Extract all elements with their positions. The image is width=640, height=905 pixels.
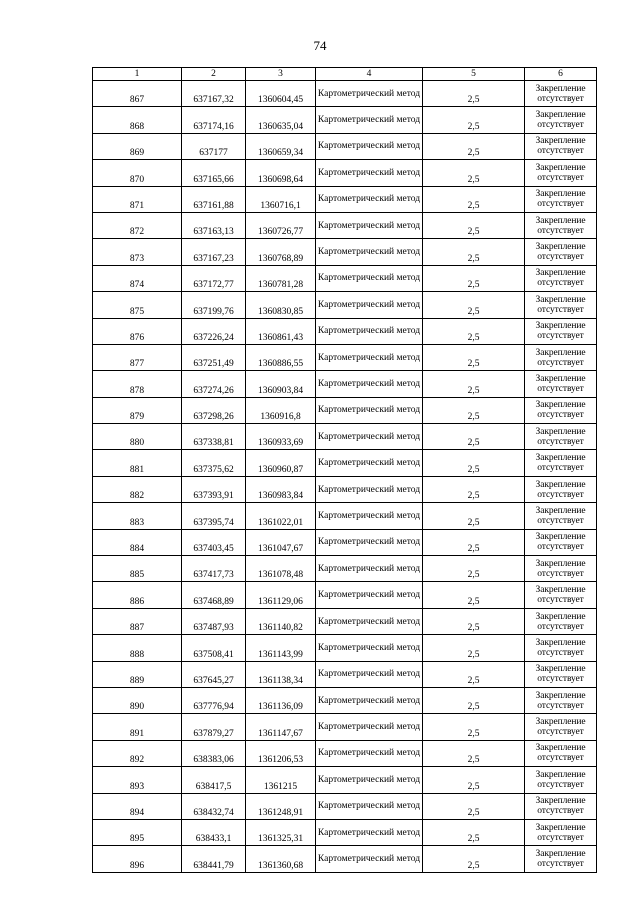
- method-cell: Картометрический метод: [316, 714, 423, 740]
- fixation-cell: Закрепление отсутствует: [525, 160, 597, 186]
- accuracy-cell: 2,5: [423, 608, 525, 634]
- x-coordinate-cell: 637199,76: [182, 292, 246, 318]
- x-coordinate-cell: 637417,73: [182, 556, 246, 582]
- table-row: [93, 212, 597, 238]
- accuracy-cell: 2,5: [423, 81, 525, 107]
- table-row: [93, 556, 597, 582]
- accuracy-cell: 2,5: [423, 687, 525, 713]
- method-cell: Картометрический метод: [316, 740, 423, 766]
- y-coordinate-cell: 1360960,87: [246, 450, 316, 476]
- page-number: 74: [313, 38, 327, 53]
- y-coordinate-cell: 1361215: [246, 767, 316, 793]
- fixation-cell: Закрепление отсутствует: [525, 503, 597, 529]
- point-number-cell: 882: [93, 476, 182, 502]
- accuracy-cell: 2,5: [423, 397, 525, 423]
- point-number-cell: 881: [93, 450, 182, 476]
- x-coordinate-cell: 637393,91: [182, 476, 246, 502]
- x-coordinate-cell: 637508,41: [182, 635, 246, 661]
- accuracy-cell: 2,5: [423, 424, 525, 450]
- method-cell: Картометрический метод: [316, 503, 423, 529]
- accuracy-cell: 2,5: [423, 318, 525, 344]
- point-number-cell: 869: [93, 133, 182, 159]
- accuracy-cell: 2,5: [423, 239, 525, 265]
- accuracy-cell: 2,5: [423, 107, 525, 133]
- y-coordinate-cell: 1360659,34: [246, 133, 316, 159]
- y-coordinate-cell: 1361147,67: [246, 714, 316, 740]
- fixation-cell: Закрепление отсутствует: [525, 397, 597, 423]
- point-number-cell: 889: [93, 661, 182, 687]
- table-row: [93, 687, 597, 713]
- method-cell: Картометрический метод: [316, 661, 423, 687]
- point-number-cell: 896: [93, 846, 182, 872]
- method-cell: Картометрический метод: [316, 793, 423, 819]
- point-number-cell: 887: [93, 608, 182, 634]
- table-row: [93, 133, 597, 159]
- method-cell: Картометрический метод: [316, 846, 423, 872]
- table-row: [93, 582, 597, 608]
- point-number-cell: 868: [93, 107, 182, 133]
- table-row: [93, 160, 597, 186]
- point-number-cell: 873: [93, 239, 182, 265]
- fixation-cell: Закрепление отсутствует: [525, 107, 597, 133]
- table-row: [93, 529, 597, 555]
- fixation-cell: Закрепление отсутствует: [525, 265, 597, 291]
- point-number-cell: 894: [93, 793, 182, 819]
- accuracy-cell: 2,5: [423, 160, 525, 186]
- point-number-cell: 867: [93, 81, 182, 107]
- x-coordinate-cell: 637174,16: [182, 107, 246, 133]
- point-number-cell: 886: [93, 582, 182, 608]
- accuracy-cell: 2,5: [423, 292, 525, 318]
- method-cell: Картометрический метод: [316, 344, 423, 370]
- x-coordinate-cell: 637177: [182, 133, 246, 159]
- table-row: [93, 714, 597, 740]
- table-row: [93, 819, 597, 845]
- header-cell-5: 5: [423, 68, 525, 81]
- fixation-cell: Закрепление отсутствует: [525, 424, 597, 450]
- table-row: [93, 450, 597, 476]
- accuracy-cell: 2,5: [423, 819, 525, 845]
- point-number-cell: 893: [93, 767, 182, 793]
- accuracy-cell: 2,5: [423, 344, 525, 370]
- y-coordinate-cell: 1360768,89: [246, 239, 316, 265]
- x-coordinate-cell: 637298,26: [182, 397, 246, 423]
- x-coordinate-cell: 637274,26: [182, 371, 246, 397]
- fixation-cell: Закрепление отсутствует: [525, 476, 597, 502]
- x-coordinate-cell: 638432,74: [182, 793, 246, 819]
- accuracy-cell: 2,5: [423, 714, 525, 740]
- point-number-cell: 870: [93, 160, 182, 186]
- y-coordinate-cell: 1361136,09: [246, 687, 316, 713]
- x-coordinate-cell: 637167,23: [182, 239, 246, 265]
- fixation-cell: Закрепление отсутствует: [525, 292, 597, 318]
- method-cell: Картометрический метод: [316, 397, 423, 423]
- x-coordinate-cell: 638441,79: [182, 846, 246, 872]
- method-cell: Картометрический метод: [316, 107, 423, 133]
- point-number-cell: 890: [93, 687, 182, 713]
- fixation-cell: Закрепление отсутствует: [525, 371, 597, 397]
- point-number-cell: 876: [93, 318, 182, 344]
- y-coordinate-cell: 1360726,77: [246, 212, 316, 238]
- fixation-cell: Закрепление отсутствует: [525, 793, 597, 819]
- accuracy-cell: 2,5: [423, 503, 525, 529]
- method-cell: Картометрический метод: [316, 635, 423, 661]
- accuracy-cell: 2,5: [423, 265, 525, 291]
- x-coordinate-cell: 638433,1: [182, 819, 246, 845]
- x-coordinate-cell: 637395,74: [182, 503, 246, 529]
- method-cell: Картометрический метод: [316, 582, 423, 608]
- y-coordinate-cell: 1360781,28: [246, 265, 316, 291]
- y-coordinate-cell: 1361138,34: [246, 661, 316, 687]
- fixation-cell: Закрепление отсутствует: [525, 186, 597, 212]
- method-cell: Картометрический метод: [316, 767, 423, 793]
- x-coordinate-cell: 637879,27: [182, 714, 246, 740]
- x-coordinate-cell: 637172,77: [182, 265, 246, 291]
- y-coordinate-cell: 1360916,8: [246, 397, 316, 423]
- header-cell-6: 6: [525, 68, 597, 81]
- method-cell: Картометрический метод: [316, 81, 423, 107]
- fixation-cell: Закрепление отсутствует: [525, 846, 597, 872]
- point-number-cell: 891: [93, 714, 182, 740]
- method-cell: Картометрический метод: [316, 529, 423, 555]
- fixation-cell: Закрепление отсутствует: [525, 661, 597, 687]
- fixation-cell: Закрепление отсутствует: [525, 81, 597, 107]
- accuracy-cell: 2,5: [423, 767, 525, 793]
- method-cell: Картометрический метод: [316, 556, 423, 582]
- accuracy-cell: 2,5: [423, 476, 525, 502]
- method-cell: Картометрический метод: [316, 424, 423, 450]
- table-row: [93, 846, 597, 872]
- accuracy-cell: 2,5: [423, 529, 525, 555]
- table-row: [93, 503, 597, 529]
- fixation-cell: Закрепление отсутствует: [525, 239, 597, 265]
- fixation-cell: Закрепление отсутствует: [525, 582, 597, 608]
- table-row: [93, 81, 597, 107]
- y-coordinate-cell: 1360861,43: [246, 318, 316, 344]
- method-cell: Картометрический метод: [316, 292, 423, 318]
- accuracy-cell: 2,5: [423, 556, 525, 582]
- y-coordinate-cell: 1361022,01: [246, 503, 316, 529]
- accuracy-cell: 2,5: [423, 846, 525, 872]
- y-coordinate-cell: 1360886,55: [246, 344, 316, 370]
- method-cell: Картометрический метод: [316, 450, 423, 476]
- method-cell: Картометрический метод: [316, 476, 423, 502]
- accuracy-cell: 2,5: [423, 582, 525, 608]
- fixation-cell: Закрепление отсутствует: [525, 635, 597, 661]
- fixation-cell: Закрепление отсутствует: [525, 212, 597, 238]
- header-cell-1: 1: [93, 68, 182, 81]
- point-number-cell: 879: [93, 397, 182, 423]
- accuracy-cell: 2,5: [423, 661, 525, 687]
- fixation-cell: Закрепление отсутствует: [525, 450, 597, 476]
- point-number-cell: 880: [93, 424, 182, 450]
- y-coordinate-cell: 1360635,04: [246, 107, 316, 133]
- table-row: [93, 740, 597, 766]
- table-row: [93, 292, 597, 318]
- accuracy-cell: 2,5: [423, 635, 525, 661]
- x-coordinate-cell: 638383,06: [182, 740, 246, 766]
- x-coordinate-cell: 637645,27: [182, 661, 246, 687]
- x-coordinate-cell: 637338,81: [182, 424, 246, 450]
- x-coordinate-cell: 638417,5: [182, 767, 246, 793]
- accuracy-cell: 2,5: [423, 371, 525, 397]
- accuracy-cell: 2,5: [423, 133, 525, 159]
- fixation-cell: Закрепление отсутствует: [525, 556, 597, 582]
- method-cell: Картометрический метод: [316, 186, 423, 212]
- point-number-cell: 888: [93, 635, 182, 661]
- method-cell: Картометрический метод: [316, 687, 423, 713]
- x-coordinate-cell: 637403,45: [182, 529, 246, 555]
- table-header-row: [93, 68, 597, 81]
- y-coordinate-cell: 1360698,64: [246, 160, 316, 186]
- fixation-cell: Закрепление отсутствует: [525, 714, 597, 740]
- table-row: [93, 793, 597, 819]
- point-number-cell: 871: [93, 186, 182, 212]
- y-coordinate-cell: 1361360,68: [246, 846, 316, 872]
- table-row: [93, 476, 597, 502]
- table-row: [93, 265, 597, 291]
- accuracy-cell: 2,5: [423, 793, 525, 819]
- fixation-cell: Закрепление отсутствует: [525, 687, 597, 713]
- header-cell-4: 4: [316, 68, 423, 81]
- y-coordinate-cell: 1360830,85: [246, 292, 316, 318]
- x-coordinate-cell: 637165,66: [182, 160, 246, 186]
- table-row: [93, 107, 597, 133]
- x-coordinate-cell: 637163,13: [182, 212, 246, 238]
- table-row: [93, 397, 597, 423]
- table-row: [93, 239, 597, 265]
- table-row: [93, 608, 597, 634]
- table-row: [93, 424, 597, 450]
- point-number-cell: 885: [93, 556, 182, 582]
- y-coordinate-cell: 1361129,06: [246, 582, 316, 608]
- table-row: [93, 318, 597, 344]
- x-coordinate-cell: 637375,62: [182, 450, 246, 476]
- accuracy-cell: 2,5: [423, 450, 525, 476]
- x-coordinate-cell: 637167,32: [182, 81, 246, 107]
- point-number-cell: 895: [93, 819, 182, 845]
- x-coordinate-cell: 637468,89: [182, 582, 246, 608]
- point-number-cell: 884: [93, 529, 182, 555]
- point-number-cell: 877: [93, 344, 182, 370]
- method-cell: Картометрический метод: [316, 133, 423, 159]
- fixation-cell: Закрепление отсутствует: [525, 819, 597, 845]
- accuracy-cell: 2,5: [423, 740, 525, 766]
- y-coordinate-cell: 1361325,31: [246, 819, 316, 845]
- y-coordinate-cell: 1360903,84: [246, 371, 316, 397]
- method-cell: Картометрический метод: [316, 371, 423, 397]
- y-coordinate-cell: 1361248,91: [246, 793, 316, 819]
- y-coordinate-cell: 1361047,67: [246, 529, 316, 555]
- y-coordinate-cell: 1361078,48: [246, 556, 316, 582]
- x-coordinate-cell: 637161,88: [182, 186, 246, 212]
- table-row: [93, 661, 597, 687]
- y-coordinate-cell: 1360716,1: [246, 186, 316, 212]
- y-coordinate-cell: 1360933,69: [246, 424, 316, 450]
- method-cell: Картометрический метод: [316, 239, 423, 265]
- x-coordinate-cell: 637776,94: [182, 687, 246, 713]
- y-coordinate-cell: 1360604,45: [246, 81, 316, 107]
- method-cell: Картометрический метод: [316, 318, 423, 344]
- point-number-cell: 874: [93, 265, 182, 291]
- method-cell: Картометрический метод: [316, 265, 423, 291]
- y-coordinate-cell: 1361206,53: [246, 740, 316, 766]
- point-number-cell: 878: [93, 371, 182, 397]
- accuracy-cell: 2,5: [423, 186, 525, 212]
- table-row: [93, 344, 597, 370]
- fixation-cell: Закрепление отсутствует: [525, 318, 597, 344]
- table-row: [93, 635, 597, 661]
- x-coordinate-cell: 637251,49: [182, 344, 246, 370]
- coordinates-table: [92, 67, 597, 873]
- table-row: [93, 186, 597, 212]
- x-coordinate-cell: 637487,93: [182, 608, 246, 634]
- x-coordinate-cell: 637226,24: [182, 318, 246, 344]
- accuracy-cell: 2,5: [423, 212, 525, 238]
- table-row: [93, 767, 597, 793]
- method-cell: Картометрический метод: [316, 819, 423, 845]
- fixation-cell: Закрепление отсутствует: [525, 767, 597, 793]
- method-cell: Картометрический метод: [316, 608, 423, 634]
- fixation-cell: Закрепление отсутствует: [525, 740, 597, 766]
- fixation-cell: Закрепление отсутствует: [525, 344, 597, 370]
- point-number-cell: 872: [93, 212, 182, 238]
- point-number-cell: 892: [93, 740, 182, 766]
- y-coordinate-cell: 1361143,99: [246, 635, 316, 661]
- fixation-cell: Закрепление отсутствует: [525, 133, 597, 159]
- y-coordinate-cell: 1360983,84: [246, 476, 316, 502]
- header-cell-2: 2: [182, 68, 246, 81]
- method-cell: Картометрический метод: [316, 160, 423, 186]
- point-number-cell: 875: [93, 292, 182, 318]
- table-body: [93, 81, 597, 873]
- fixation-cell: Закрепление отсутствует: [525, 529, 597, 555]
- header-cell-3: 3: [246, 68, 316, 81]
- fixation-cell: Закрепление отсутствует: [525, 608, 597, 634]
- method-cell: Картометрический метод: [316, 212, 423, 238]
- y-coordinate-cell: 1361140,82: [246, 608, 316, 634]
- point-number-cell: 883: [93, 503, 182, 529]
- table-row: [93, 371, 597, 397]
